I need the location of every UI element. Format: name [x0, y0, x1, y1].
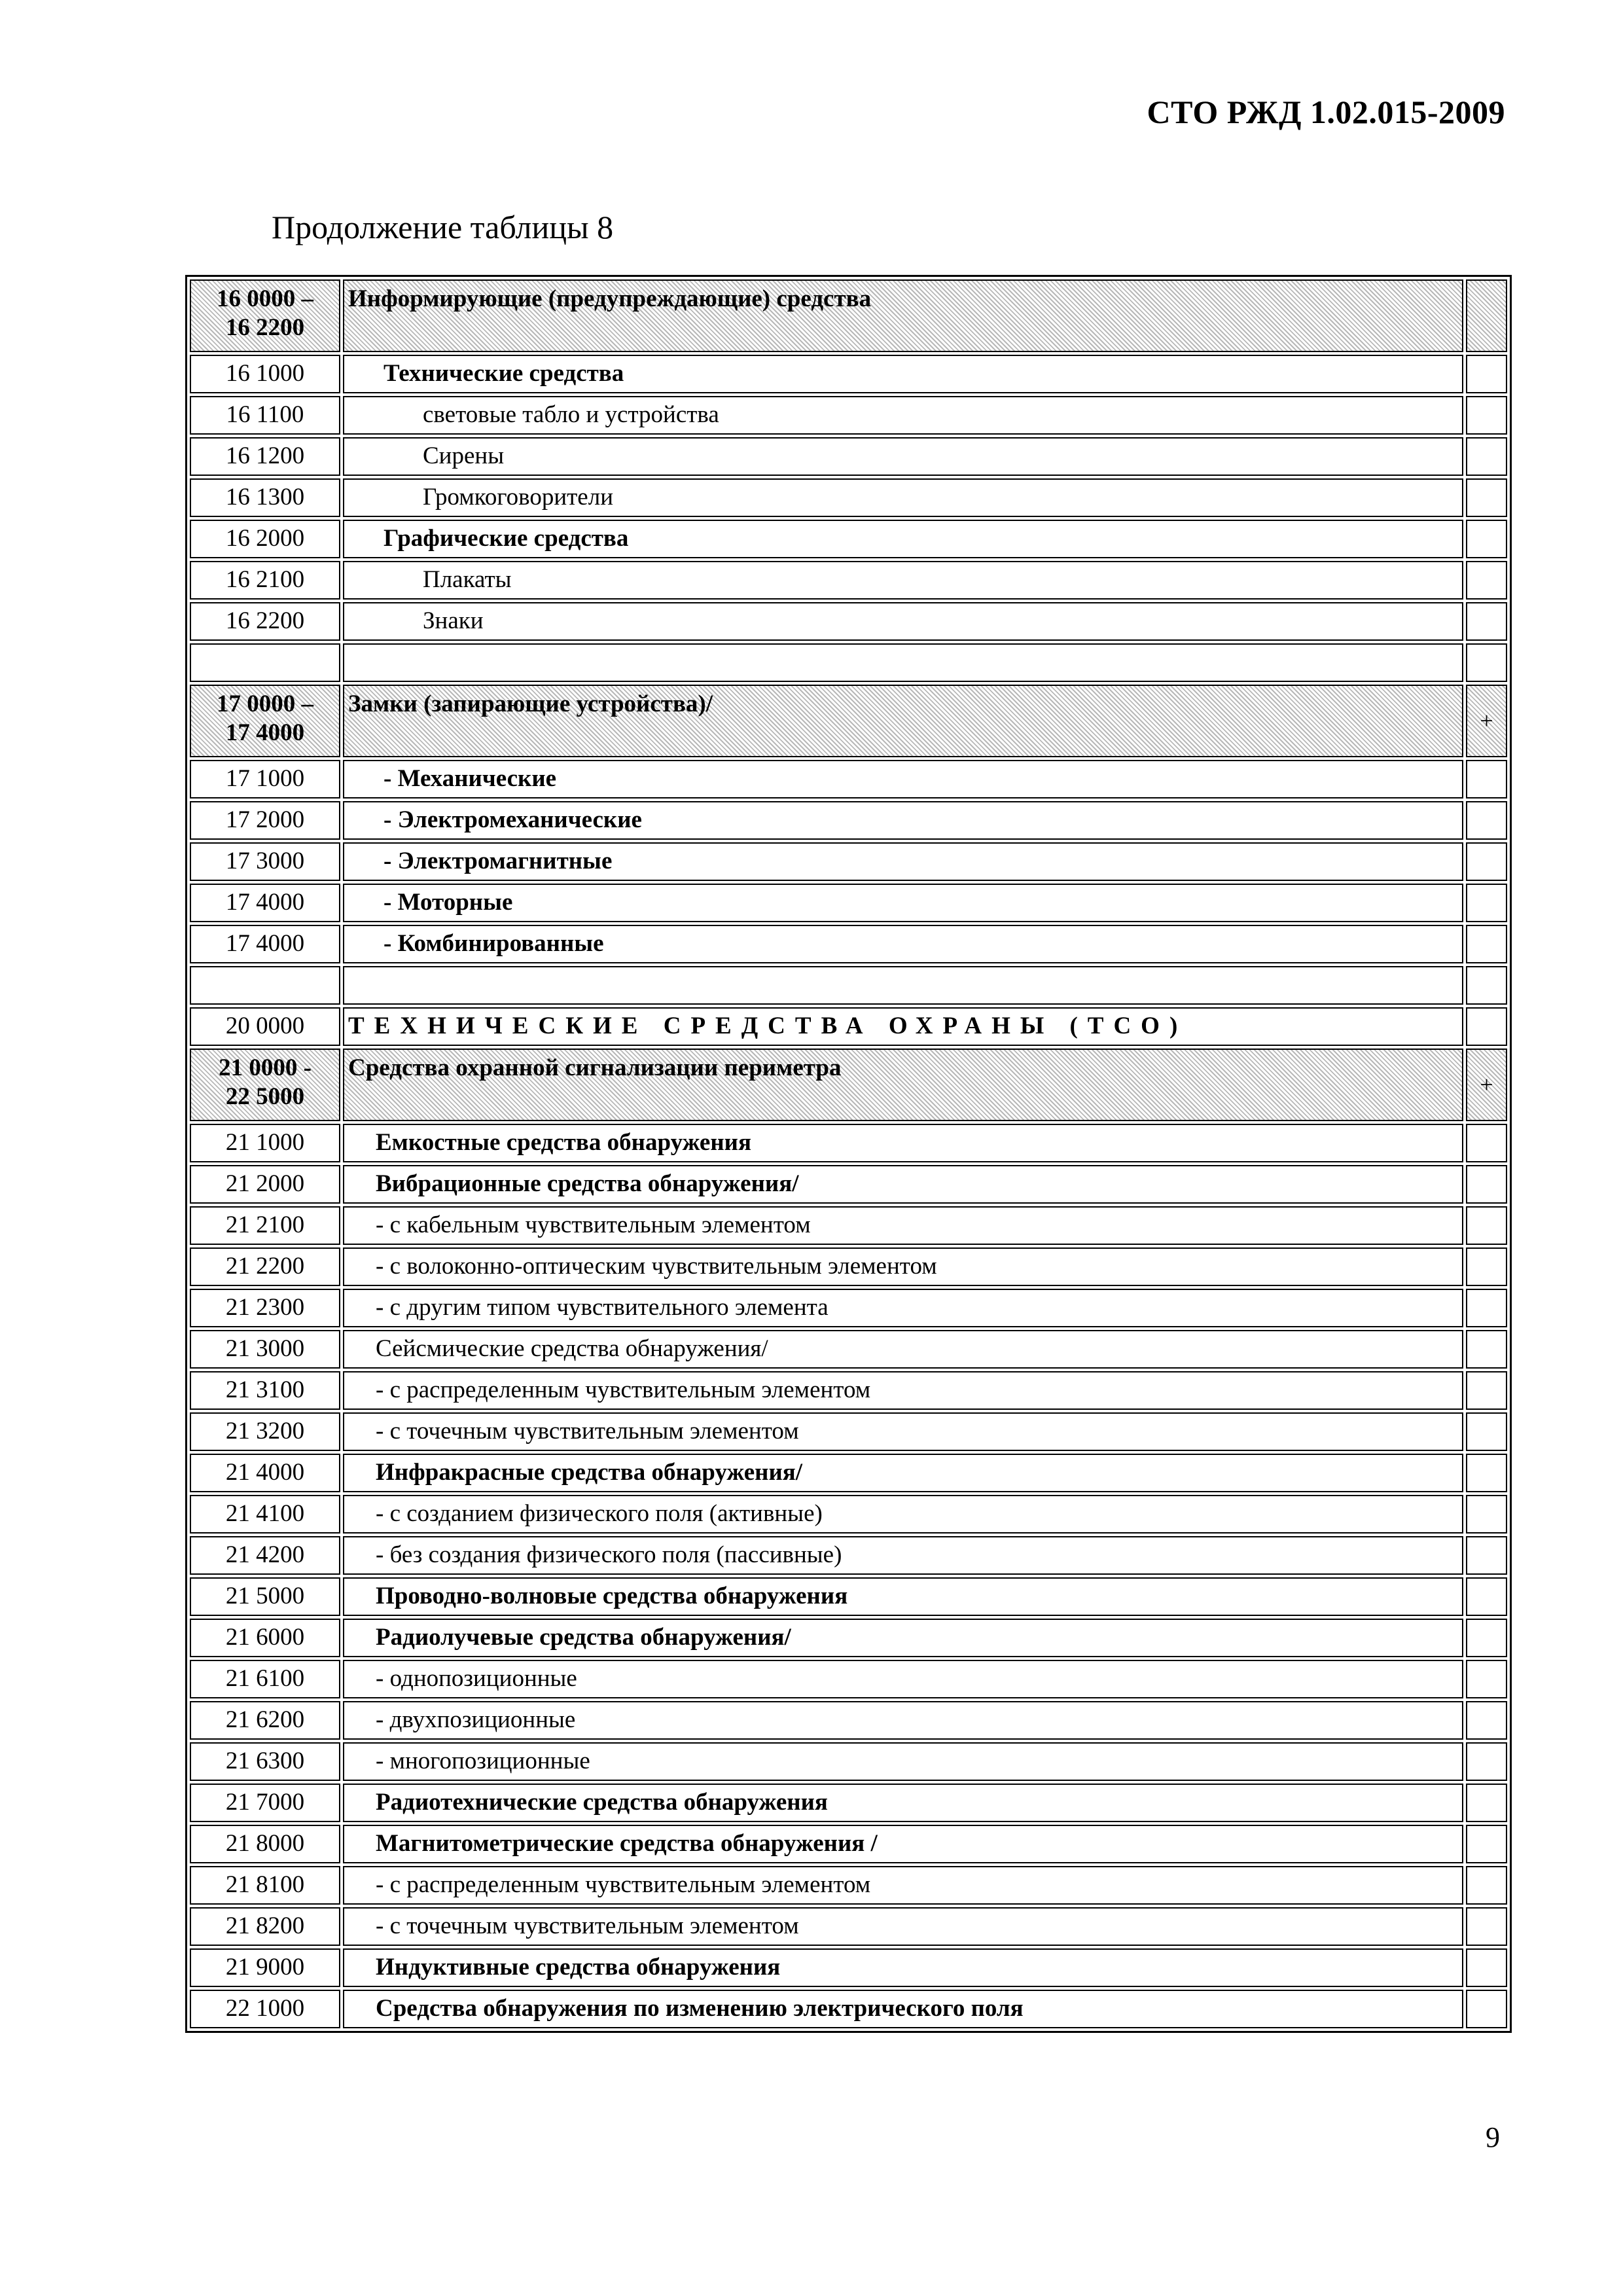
code-text: 21 9000	[225, 1954, 305, 1981]
table-row	[190, 801, 1507, 840]
code-text: 21 8000	[225, 1830, 305, 1857]
code-cell	[190, 1330, 340, 1369]
table-row	[190, 925, 1507, 963]
name-cell: Инфракрасные средства обнаружения/	[343, 1454, 1463, 1492]
name-cell: Сейсмические средства обнаружения/	[343, 1330, 1463, 1369]
table-row	[190, 1701, 1507, 1740]
table-row	[190, 1289, 1507, 1327]
code-text: 17 3000	[225, 848, 305, 875]
mark-cell	[1466, 760, 1507, 798]
name-cell: - Моторные	[343, 884, 1463, 922]
table-caption: Продолжение таблицы 8	[272, 209, 614, 245]
name-cell: - с точечным чувствительным элементом	[343, 1907, 1463, 1946]
code-cell	[190, 884, 340, 922]
code-cell	[190, 1007, 340, 1046]
mark-cell	[1466, 396, 1507, 435]
table-group-row	[190, 685, 1507, 757]
mark-cell	[1466, 1536, 1507, 1575]
code-text: 21 4200	[225, 1541, 305, 1569]
mark-cell	[1466, 437, 1507, 476]
code-text: 17 4000	[225, 889, 305, 916]
name-cell: Радиолучевые средства обнаружения/	[343, 1619, 1463, 1657]
table-row	[190, 561, 1507, 600]
mark-cell: +	[1466, 685, 1507, 757]
table-row	[190, 842, 1507, 881]
code-cell	[190, 1371, 340, 1410]
code-text: 21 5000	[225, 1583, 305, 1610]
code-cell	[190, 602, 340, 641]
name-cell	[343, 966, 1463, 1005]
table-row	[190, 760, 1507, 798]
name-cell: Замки (запирающие устройства)/	[343, 685, 1463, 757]
mark-cell	[1466, 1124, 1507, 1162]
mark-cell	[1466, 1247, 1507, 1286]
table-row	[190, 1990, 1507, 2028]
code-text: 16 2200	[225, 607, 305, 635]
code-cell	[190, 1124, 340, 1162]
code-text: 21 2300	[225, 1294, 305, 1321]
mark-cell	[1466, 1330, 1507, 1369]
page-number: 9	[1486, 2121, 1500, 2153]
name-cell: - многопозиционные	[343, 1742, 1463, 1781]
code-cell	[190, 760, 340, 798]
mark-cell	[1466, 1742, 1507, 1781]
code-text: 22 1000	[225, 1995, 305, 2022]
code-text: 21 6200	[225, 1706, 305, 1734]
table-group-row	[190, 1049, 1507, 1121]
table-row	[190, 1412, 1507, 1451]
mark-cell	[1466, 1371, 1507, 1410]
name-cell: - Электромагнитные	[343, 842, 1463, 881]
code-cell	[190, 396, 340, 435]
code-text: 20 0000	[225, 1013, 305, 1040]
table-row	[190, 478, 1507, 517]
name-cell: Средства охранной сигнализации периметра	[343, 1049, 1463, 1121]
mark-cell	[1466, 801, 1507, 840]
mark-cell	[1466, 1412, 1507, 1451]
code-text: 16 1200	[225, 442, 305, 470]
code-cell	[190, 1577, 340, 1616]
code-cell	[190, 561, 340, 600]
mark-cell	[1466, 1907, 1507, 1946]
code-cell	[190, 1495, 340, 1534]
code-text: 21 8100	[225, 1871, 305, 1899]
code-cell	[190, 1206, 340, 1245]
code-cell	[190, 1289, 340, 1327]
name-cell: Информирующие (предупреждающие) средства	[343, 279, 1463, 352]
name-cell: - с точечным чувствительным элементом	[343, 1412, 1463, 1451]
table-row	[190, 643, 1507, 682]
name-cell: Технические средства	[343, 355, 1463, 393]
code-text: 21 6100	[225, 1665, 305, 1693]
table-row	[190, 1784, 1507, 1822]
code-cell	[190, 1784, 340, 1822]
code-cell	[190, 520, 340, 558]
mark-cell	[1466, 561, 1507, 600]
code-cell	[190, 1701, 340, 1740]
code-cell	[190, 1536, 340, 1575]
code-text: 16 1300	[225, 484, 305, 511]
mark-cell: +	[1466, 1049, 1507, 1121]
table-row	[190, 602, 1507, 641]
code-cell	[190, 1049, 340, 1121]
code-cell	[190, 1412, 340, 1451]
code-cell	[190, 1948, 340, 1987]
name-cell: Индуктивные средства обнаружения	[343, 1948, 1463, 1987]
table-body	[190, 279, 1507, 2028]
table-row	[190, 1907, 1507, 1946]
name-cell: - Механические	[343, 760, 1463, 798]
code-text: 21 3200	[225, 1418, 305, 1445]
code-text: 21 6300	[225, 1748, 305, 1775]
mark-cell	[1466, 1866, 1507, 1905]
code-cell	[190, 925, 340, 963]
code-text: 21 3100	[225, 1376, 305, 1404]
code-text: 17 1000	[225, 765, 305, 793]
code-text: 21 1000	[225, 1129, 305, 1157]
mark-cell	[1466, 643, 1507, 682]
name-cell: - Комбинированные	[343, 925, 1463, 963]
table-row	[190, 1577, 1507, 1616]
name-cell: Емкостные средства обнаружения	[343, 1124, 1463, 1162]
mark-cell	[1466, 1660, 1507, 1698]
table-group-row	[190, 279, 1507, 352]
document-number: СТО РЖД 1.02.015-2009	[1147, 94, 1505, 130]
code-cell	[190, 1907, 340, 1946]
table-row	[190, 1866, 1507, 1905]
mark-cell	[1466, 1454, 1507, 1492]
code-text: 16 0000 –	[217, 285, 313, 312]
mark-cell	[1466, 1206, 1507, 1245]
mark-cell	[1466, 602, 1507, 641]
mark-cell	[1466, 1289, 1507, 1327]
code-cell	[190, 842, 340, 881]
mark-cell	[1466, 520, 1507, 558]
name-cell: Магнитометрические средства обнаружения /	[343, 1825, 1463, 1863]
name-cell: Радиотехнические средства обнаружения	[343, 1784, 1463, 1822]
name-cell: Вибрационные средства обнаружения/	[343, 1165, 1463, 1204]
name-cell: Сирены	[343, 437, 1463, 476]
name-cell: - с распределенным чувствительным элементом	[343, 1866, 1463, 1905]
name-cell: Громкоговорители	[343, 478, 1463, 517]
code-text: 17 4000	[225, 719, 305, 747]
name-cell: Плакаты	[343, 561, 1463, 600]
code-text: 21 8200	[225, 1912, 305, 1940]
code-text: 16 1100	[226, 401, 304, 429]
mark-cell	[1466, 478, 1507, 517]
code-cell	[190, 355, 340, 393]
name-cell: - однопозиционные	[343, 1660, 1463, 1698]
table-row	[190, 1206, 1507, 1245]
table-row	[190, 1330, 1507, 1369]
code-text: 17 4000	[225, 930, 305, 958]
name-cell: - с распределенным чувствительным элементом	[343, 1371, 1463, 1410]
code-text: 21 4100	[225, 1500, 305, 1528]
code-cell	[190, 1742, 340, 1781]
table-row	[190, 1660, 1507, 1698]
code-text: 17 2000	[225, 806, 305, 834]
name-cell: Графические средства	[343, 520, 1463, 558]
name-cell: Проводно-волновые средства обнаружения	[343, 1577, 1463, 1616]
table-row	[190, 396, 1507, 435]
code-cell	[190, 966, 340, 1005]
code-cell	[190, 685, 340, 757]
table-row	[190, 1124, 1507, 1162]
mark-cell	[1466, 966, 1507, 1005]
table-row	[190, 1007, 1507, 1046]
table-row	[190, 1371, 1507, 1410]
mark-cell	[1466, 1577, 1507, 1616]
code-text: 21 2100	[225, 1211, 305, 1239]
name-cell: Средства обнаружения по изменению электрического поля	[343, 1990, 1463, 2028]
code-cell	[190, 1660, 340, 1698]
table-row	[190, 1536, 1507, 1575]
code-cell	[190, 1454, 340, 1492]
mark-cell	[1466, 1825, 1507, 1863]
code-cell	[190, 437, 340, 476]
mark-cell	[1466, 1165, 1507, 1204]
name-cell: - с другим типом чувствительного элемента	[343, 1289, 1463, 1327]
code-cell	[190, 1619, 340, 1657]
code-text: 21 7000	[225, 1789, 305, 1816]
name-cell: - с волоконно-оптическим чувствительным элементом	[343, 1247, 1463, 1286]
code-text: 16 1000	[225, 360, 305, 387]
name-cell: Знаки	[343, 602, 1463, 641]
code-text: 21 0000 -	[219, 1054, 312, 1081]
mark-cell	[1466, 842, 1507, 881]
mark-cell	[1466, 1990, 1507, 2028]
code-cell	[190, 1247, 340, 1286]
name-cell: - без создания физического поля (пассивные)	[343, 1536, 1463, 1575]
name-cell: - Электромеханические	[343, 801, 1463, 840]
code-cell	[190, 1866, 340, 1905]
mark-cell	[1466, 1948, 1507, 1987]
code-cell	[190, 643, 340, 682]
table-row	[190, 520, 1507, 558]
mark-cell	[1466, 1701, 1507, 1740]
table-row	[190, 966, 1507, 1005]
code-cell	[190, 1165, 340, 1204]
mark-cell	[1466, 925, 1507, 963]
code-text: 21 6000	[225, 1624, 305, 1651]
table-row	[190, 355, 1507, 393]
table-row	[190, 884, 1507, 922]
code-text: 21 4000	[225, 1459, 305, 1486]
mark-cell	[1466, 355, 1507, 393]
mark-cell	[1466, 884, 1507, 922]
code-text: 16 2100	[225, 566, 305, 594]
table-row	[190, 437, 1507, 476]
name-cell: - двухпозиционные	[343, 1701, 1463, 1740]
table-row	[190, 1825, 1507, 1863]
code-cell	[190, 1990, 340, 2028]
table-row	[190, 1948, 1507, 1987]
name-cell: - с кабельным чувствительным элементом	[343, 1206, 1463, 1245]
table-row	[190, 1619, 1507, 1657]
mark-cell	[1466, 279, 1507, 352]
name-cell	[343, 643, 1463, 682]
code-cell	[190, 478, 340, 517]
code-cell	[190, 801, 340, 840]
code-cell	[190, 1825, 340, 1863]
mark-cell	[1466, 1495, 1507, 1534]
name-cell: ТЕХНИЧЕСКИЕ СРЕДСТВА ОХРАНЫ (ТСО)	[343, 1007, 1463, 1046]
mark-cell	[1466, 1007, 1507, 1046]
code-text: 22 5000	[225, 1083, 305, 1111]
name-cell: световые табло и устройства	[343, 396, 1463, 435]
mark-cell	[1466, 1784, 1507, 1822]
code-text: 16 2000	[225, 525, 305, 552]
code-text: 21 2200	[225, 1253, 305, 1280]
name-cell: - с созданием физического поля (активные)	[343, 1495, 1463, 1534]
code-text: 16 2200	[225, 314, 305, 342]
code-text: 21 3000	[225, 1335, 305, 1363]
classification-table	[185, 275, 1512, 2033]
table-row	[190, 1454, 1507, 1492]
table-row	[190, 1247, 1507, 1286]
code-cell	[190, 279, 340, 352]
mark-cell	[1466, 1619, 1507, 1657]
table-row	[190, 1495, 1507, 1534]
code-text: 17 0000 –	[217, 691, 313, 717]
table-row	[190, 1742, 1507, 1781]
code-text: 21 2000	[225, 1170, 305, 1198]
table-row	[190, 1165, 1507, 1204]
